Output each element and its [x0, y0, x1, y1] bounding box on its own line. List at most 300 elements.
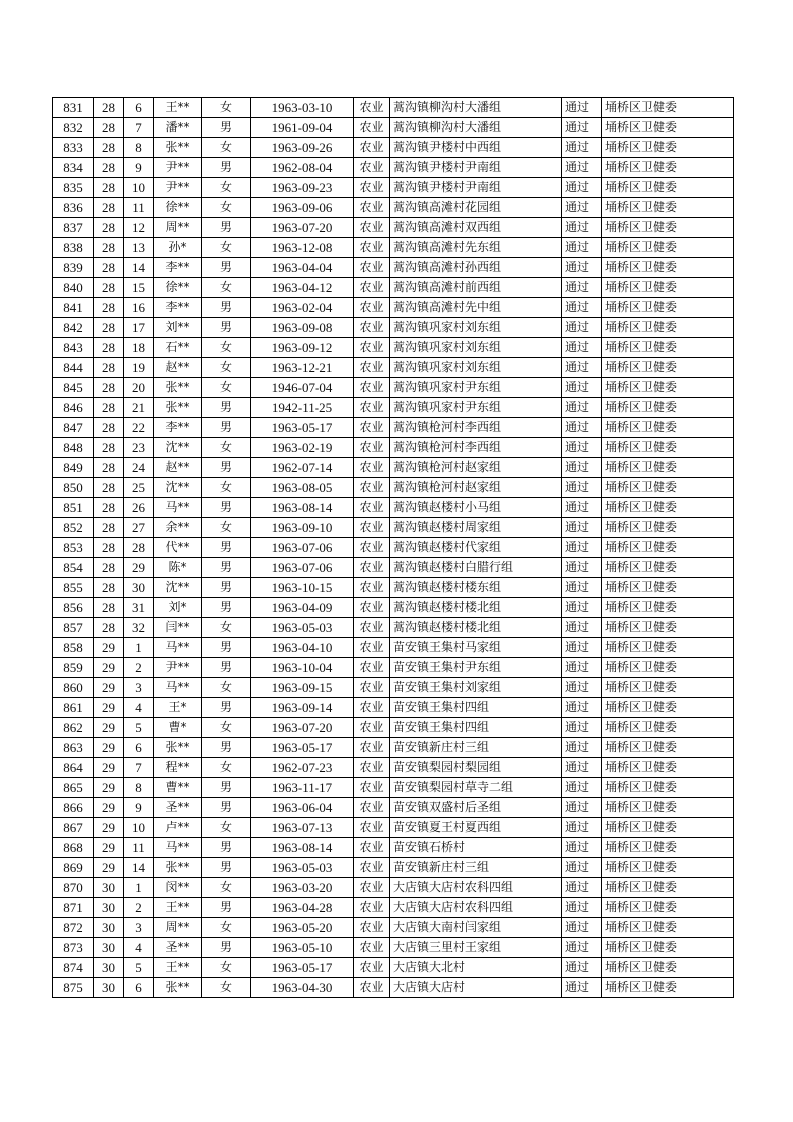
- table-row: [53, 598, 734, 618]
- organization-cell: 埇桥区卫健委: [602, 558, 734, 578]
- name-cell: 张**: [154, 398, 202, 418]
- birth-date-cell: 1963-09-15: [251, 678, 354, 698]
- birth-date-cell: 1963-08-14: [251, 838, 354, 858]
- group-cell: 28: [94, 278, 124, 298]
- serial-cell: 869: [53, 858, 94, 878]
- birth-date-cell: 1963-05-17: [251, 738, 354, 758]
- result-cell: 通过: [562, 118, 602, 138]
- serial-cell: 841: [53, 298, 94, 318]
- organization-cell: 埇桥区卫健委: [602, 478, 734, 498]
- table-row: [53, 438, 734, 458]
- index-cell: 7: [124, 118, 154, 138]
- serial-cell: 844: [53, 358, 94, 378]
- group-cell: 28: [94, 358, 124, 378]
- sex-cell: 女: [202, 358, 251, 378]
- serial-cell: 856: [53, 598, 94, 618]
- table-row: [53, 98, 734, 118]
- address-cell: 蒿沟镇高滩村孙西组: [390, 258, 562, 278]
- organization-cell: 埇桥区卫健委: [602, 498, 734, 518]
- address-cell: 大店镇大南村闫家组: [390, 918, 562, 938]
- table-row: [53, 858, 734, 878]
- organization-cell: 埇桥区卫健委: [602, 458, 734, 478]
- organization-cell: 埇桥区卫健委: [602, 978, 734, 998]
- birth-date-cell: 1963-04-09: [251, 598, 354, 618]
- address-cell: 蒿沟镇赵楼村小马组: [390, 498, 562, 518]
- occupation-cell: 农业: [354, 678, 390, 698]
- sex-cell: 男: [202, 798, 251, 818]
- address-cell: 蒿沟镇赵楼村楼北组: [390, 598, 562, 618]
- serial-cell: 851: [53, 498, 94, 518]
- organization-cell: 埇桥区卫健委: [602, 438, 734, 458]
- occupation-cell: 农业: [354, 238, 390, 258]
- organization-cell: 埇桥区卫健委: [602, 798, 734, 818]
- organization-cell: 埇桥区卫健委: [602, 218, 734, 238]
- result-cell: 通过: [562, 698, 602, 718]
- organization-cell: 埇桥区卫健委: [602, 118, 734, 138]
- index-cell: 9: [124, 158, 154, 178]
- sex-cell: 男: [202, 658, 251, 678]
- birth-date-cell: 1963-09-08: [251, 318, 354, 338]
- address-cell: 苗安镇双盛村后圣组: [390, 798, 562, 818]
- organization-cell: 埇桥区卫健委: [602, 258, 734, 278]
- name-cell: 沈**: [154, 578, 202, 598]
- result-cell: 通过: [562, 258, 602, 278]
- index-cell: 29: [124, 558, 154, 578]
- name-cell: 王**: [154, 898, 202, 918]
- organization-cell: 埇桥区卫健委: [602, 878, 734, 898]
- table-row: [53, 338, 734, 358]
- group-cell: 28: [94, 218, 124, 238]
- result-cell: 通过: [562, 858, 602, 878]
- occupation-cell: 农业: [354, 978, 390, 998]
- organization-cell: 埇桥区卫健委: [602, 378, 734, 398]
- serial-cell: 839: [53, 258, 94, 278]
- result-cell: 通过: [562, 718, 602, 738]
- group-cell: 30: [94, 938, 124, 958]
- occupation-cell: 农业: [354, 518, 390, 538]
- sex-cell: 男: [202, 158, 251, 178]
- table-row: [53, 878, 734, 898]
- name-cell: 曹**: [154, 778, 202, 798]
- name-cell: 潘**: [154, 118, 202, 138]
- occupation-cell: 农业: [354, 198, 390, 218]
- occupation-cell: 农业: [354, 938, 390, 958]
- table-row: [53, 538, 734, 558]
- serial-cell: 873: [53, 938, 94, 958]
- group-cell: 29: [94, 738, 124, 758]
- result-cell: 通过: [562, 898, 602, 918]
- serial-cell: 831: [53, 98, 94, 118]
- group-cell: 29: [94, 718, 124, 738]
- records-table: [52, 97, 734, 998]
- address-cell: 蒿沟镇高滩村双西组: [390, 218, 562, 238]
- sex-cell: 女: [202, 878, 251, 898]
- organization-cell: 埇桥区卫健委: [602, 718, 734, 738]
- sex-cell: 男: [202, 418, 251, 438]
- index-cell: 6: [124, 978, 154, 998]
- result-cell: 通过: [562, 598, 602, 618]
- address-cell: 蒿沟镇赵楼村周家组: [390, 518, 562, 538]
- organization-cell: 埇桥区卫健委: [602, 658, 734, 678]
- serial-cell: 858: [53, 638, 94, 658]
- occupation-cell: 农业: [354, 878, 390, 898]
- serial-cell: 846: [53, 398, 94, 418]
- result-cell: 通过: [562, 438, 602, 458]
- sex-cell: 女: [202, 978, 251, 998]
- table-row: [53, 238, 734, 258]
- serial-cell: 842: [53, 318, 94, 338]
- result-cell: 通过: [562, 518, 602, 538]
- occupation-cell: 农业: [354, 118, 390, 138]
- index-cell: 31: [124, 598, 154, 618]
- organization-cell: 埇桥区卫健委: [602, 298, 734, 318]
- sex-cell: 女: [202, 198, 251, 218]
- occupation-cell: 农业: [354, 738, 390, 758]
- birth-date-cell: 1963-12-08: [251, 238, 354, 258]
- group-cell: 28: [94, 178, 124, 198]
- result-cell: 通过: [562, 678, 602, 698]
- name-cell: 尹**: [154, 158, 202, 178]
- group-cell: 29: [94, 658, 124, 678]
- result-cell: 通过: [562, 178, 602, 198]
- index-cell: 14: [124, 858, 154, 878]
- serial-cell: 850: [53, 478, 94, 498]
- occupation-cell: 农业: [354, 398, 390, 418]
- result-cell: 通过: [562, 478, 602, 498]
- occupation-cell: 农业: [354, 498, 390, 518]
- name-cell: 石**: [154, 338, 202, 358]
- organization-cell: 埇桥区卫健委: [602, 898, 734, 918]
- birth-date-cell: 1963-07-06: [251, 558, 354, 578]
- table-row: [53, 918, 734, 938]
- sex-cell: 男: [202, 778, 251, 798]
- address-cell: 大店镇大店村农科四组: [390, 898, 562, 918]
- organization-cell: 埇桥区卫健委: [602, 278, 734, 298]
- name-cell: 李**: [154, 258, 202, 278]
- result-cell: 通过: [562, 978, 602, 998]
- address-cell: 蒿沟镇赵楼村楼北组: [390, 618, 562, 638]
- occupation-cell: 农业: [354, 298, 390, 318]
- table-row: [53, 518, 734, 538]
- table-body: [53, 98, 734, 998]
- name-cell: 尹**: [154, 658, 202, 678]
- sex-cell: 男: [202, 498, 251, 518]
- table-row: [53, 458, 734, 478]
- index-cell: 27: [124, 518, 154, 538]
- name-cell: 闫**: [154, 618, 202, 638]
- group-cell: 28: [94, 298, 124, 318]
- organization-cell: 埇桥区卫健委: [602, 398, 734, 418]
- organization-cell: 埇桥区卫健委: [602, 338, 734, 358]
- birth-date-cell: 1963-05-03: [251, 618, 354, 638]
- address-cell: 蒿沟镇赵楼村楼东组: [390, 578, 562, 598]
- sex-cell: 男: [202, 898, 251, 918]
- index-cell: 11: [124, 198, 154, 218]
- index-cell: 13: [124, 238, 154, 258]
- birth-date-cell: 1963-09-26: [251, 138, 354, 158]
- address-cell: 蒿沟镇枪河村李西组: [390, 418, 562, 438]
- name-cell: 曹*: [154, 718, 202, 738]
- address-cell: 苗安镇王集村刘家组: [390, 678, 562, 698]
- address-cell: 蒿沟镇枪河村李西组: [390, 438, 562, 458]
- group-cell: 28: [94, 558, 124, 578]
- group-cell: 28: [94, 98, 124, 118]
- index-cell: 21: [124, 398, 154, 418]
- serial-cell: 835: [53, 178, 94, 198]
- address-cell: 蒿沟镇巩家村刘东组: [390, 358, 562, 378]
- organization-cell: 埇桥区卫健委: [602, 678, 734, 698]
- group-cell: 30: [94, 978, 124, 998]
- sex-cell: 男: [202, 298, 251, 318]
- group-cell: 28: [94, 518, 124, 538]
- birth-date-cell: 1942-11-25: [251, 398, 354, 418]
- organization-cell: 埇桥区卫健委: [602, 638, 734, 658]
- birth-date-cell: 1962-07-14: [251, 458, 354, 478]
- index-cell: 11: [124, 838, 154, 858]
- index-cell: 4: [124, 698, 154, 718]
- table-row: [53, 778, 734, 798]
- occupation-cell: 农业: [354, 478, 390, 498]
- sex-cell: 女: [202, 138, 251, 158]
- sex-cell: 男: [202, 638, 251, 658]
- birth-date-cell: 1963-04-12: [251, 278, 354, 298]
- group-cell: 28: [94, 418, 124, 438]
- sex-cell: 女: [202, 98, 251, 118]
- organization-cell: 埇桥区卫健委: [602, 158, 734, 178]
- address-cell: 蒿沟镇柳沟村大潘组: [390, 98, 562, 118]
- group-cell: 30: [94, 898, 124, 918]
- organization-cell: 埇桥区卫健委: [602, 778, 734, 798]
- occupation-cell: 农业: [354, 98, 390, 118]
- result-cell: 通过: [562, 458, 602, 478]
- group-cell: 28: [94, 238, 124, 258]
- serial-cell: 836: [53, 198, 94, 218]
- birth-date-cell: 1946-07-04: [251, 378, 354, 398]
- occupation-cell: 农业: [354, 838, 390, 858]
- address-cell: 蒿沟镇尹楼村尹南组: [390, 158, 562, 178]
- serial-cell: 865: [53, 778, 94, 798]
- group-cell: 30: [94, 958, 124, 978]
- index-cell: 26: [124, 498, 154, 518]
- name-cell: 王*: [154, 698, 202, 718]
- birth-date-cell: 1963-04-30: [251, 978, 354, 998]
- serial-cell: 874: [53, 958, 94, 978]
- group-cell: 28: [94, 258, 124, 278]
- result-cell: 通过: [562, 838, 602, 858]
- index-cell: 22: [124, 418, 154, 438]
- name-cell: 余**: [154, 518, 202, 538]
- sex-cell: 男: [202, 118, 251, 138]
- group-cell: 28: [94, 458, 124, 478]
- organization-cell: 埇桥区卫健委: [602, 698, 734, 718]
- table-row: [53, 898, 734, 918]
- index-cell: 15: [124, 278, 154, 298]
- occupation-cell: 农业: [354, 318, 390, 338]
- table-row: [53, 298, 734, 318]
- index-cell: 2: [124, 898, 154, 918]
- name-cell: 张**: [154, 138, 202, 158]
- table-row: [53, 818, 734, 838]
- birth-date-cell: 1963-03-10: [251, 98, 354, 118]
- birth-date-cell: 1963-09-14: [251, 698, 354, 718]
- group-cell: 30: [94, 918, 124, 938]
- name-cell: 马**: [154, 678, 202, 698]
- name-cell: 张**: [154, 978, 202, 998]
- group-cell: 29: [94, 638, 124, 658]
- result-cell: 通过: [562, 658, 602, 678]
- birth-date-cell: 1963-06-04: [251, 798, 354, 818]
- result-cell: 通过: [562, 198, 602, 218]
- index-cell: 5: [124, 718, 154, 738]
- sex-cell: 男: [202, 258, 251, 278]
- serial-cell: 859: [53, 658, 94, 678]
- serial-cell: 864: [53, 758, 94, 778]
- organization-cell: 埇桥区卫健委: [602, 138, 734, 158]
- group-cell: 28: [94, 578, 124, 598]
- occupation-cell: 农业: [354, 418, 390, 438]
- result-cell: 通过: [562, 758, 602, 778]
- occupation-cell: 农业: [354, 858, 390, 878]
- serial-cell: 863: [53, 738, 94, 758]
- occupation-cell: 农业: [354, 338, 390, 358]
- birth-date-cell: 1963-07-20: [251, 718, 354, 738]
- serial-cell: 854: [53, 558, 94, 578]
- serial-cell: 853: [53, 538, 94, 558]
- index-cell: 16: [124, 298, 154, 318]
- sex-cell: 女: [202, 618, 251, 638]
- birth-date-cell: 1963-05-20: [251, 918, 354, 938]
- group-cell: 28: [94, 198, 124, 218]
- result-cell: 通过: [562, 218, 602, 238]
- occupation-cell: 农业: [354, 178, 390, 198]
- name-cell: 刘*: [154, 598, 202, 618]
- group-cell: 28: [94, 398, 124, 418]
- birth-date-cell: 1963-05-17: [251, 418, 354, 438]
- sex-cell: 男: [202, 838, 251, 858]
- organization-cell: 埇桥区卫健委: [602, 578, 734, 598]
- sex-cell: 女: [202, 718, 251, 738]
- name-cell: 尹**: [154, 178, 202, 198]
- organization-cell: 埇桥区卫健委: [602, 758, 734, 778]
- address-cell: 蒿沟镇高滩村先东组: [390, 238, 562, 258]
- table-row: [53, 958, 734, 978]
- address-cell: 大店镇大北村: [390, 958, 562, 978]
- table-row: [53, 358, 734, 378]
- index-cell: 14: [124, 258, 154, 278]
- sex-cell: 男: [202, 538, 251, 558]
- address-cell: 苗安镇梨园村梨园组: [390, 758, 562, 778]
- serial-cell: 857: [53, 618, 94, 638]
- name-cell: 马**: [154, 638, 202, 658]
- serial-cell: 867: [53, 818, 94, 838]
- sex-cell: 女: [202, 438, 251, 458]
- occupation-cell: 农业: [354, 658, 390, 678]
- address-cell: 蒿沟镇枪河村赵家组: [390, 458, 562, 478]
- address-cell: 苗安镇王集村四组: [390, 718, 562, 738]
- serial-cell: 862: [53, 718, 94, 738]
- serial-cell: 875: [53, 978, 94, 998]
- birth-date-cell: 1963-10-04: [251, 658, 354, 678]
- serial-cell: 852: [53, 518, 94, 538]
- table-row: [53, 718, 734, 738]
- result-cell: 通过: [562, 918, 602, 938]
- name-cell: 张**: [154, 858, 202, 878]
- table-row: [53, 738, 734, 758]
- serial-cell: 871: [53, 898, 94, 918]
- birth-date-cell: 1963-09-23: [251, 178, 354, 198]
- result-cell: 通过: [562, 638, 602, 658]
- name-cell: 刘**: [154, 318, 202, 338]
- organization-cell: 埇桥区卫健委: [602, 358, 734, 378]
- address-cell: 蒿沟镇巩家村刘东组: [390, 318, 562, 338]
- address-cell: 蒿沟镇高滩村前西组: [390, 278, 562, 298]
- table-row: [53, 638, 734, 658]
- result-cell: 通过: [562, 98, 602, 118]
- organization-cell: 埇桥区卫健委: [602, 98, 734, 118]
- occupation-cell: 农业: [354, 618, 390, 638]
- birth-date-cell: 1963-09-10: [251, 518, 354, 538]
- address-cell: 蒿沟镇枪河村赵家组: [390, 478, 562, 498]
- occupation-cell: 农业: [354, 558, 390, 578]
- result-cell: 通过: [562, 958, 602, 978]
- occupation-cell: 农业: [354, 538, 390, 558]
- result-cell: 通过: [562, 798, 602, 818]
- sex-cell: 女: [202, 518, 251, 538]
- index-cell: 1: [124, 878, 154, 898]
- name-cell: 圣**: [154, 938, 202, 958]
- occupation-cell: 农业: [354, 778, 390, 798]
- serial-cell: 866: [53, 798, 94, 818]
- table-row: [53, 218, 734, 238]
- result-cell: 通过: [562, 938, 602, 958]
- result-cell: 通过: [562, 238, 602, 258]
- result-cell: 通过: [562, 298, 602, 318]
- result-cell: 通过: [562, 138, 602, 158]
- birth-date-cell: 1963-07-20: [251, 218, 354, 238]
- sex-cell: 男: [202, 598, 251, 618]
- table-row: [53, 478, 734, 498]
- sex-cell: 男: [202, 398, 251, 418]
- table-row: [53, 138, 734, 158]
- index-cell: 12: [124, 218, 154, 238]
- organization-cell: 埇桥区卫健委: [602, 918, 734, 938]
- serial-cell: 832: [53, 118, 94, 138]
- organization-cell: 埇桥区卫健委: [602, 518, 734, 538]
- group-cell: 28: [94, 438, 124, 458]
- table-row: [53, 678, 734, 698]
- index-cell: 6: [124, 738, 154, 758]
- birth-date-cell: 1962-08-04: [251, 158, 354, 178]
- name-cell: 徐**: [154, 198, 202, 218]
- address-cell: 大店镇大店村: [390, 978, 562, 998]
- birth-date-cell: 1963-09-06: [251, 198, 354, 218]
- serial-cell: 861: [53, 698, 94, 718]
- organization-cell: 埇桥区卫健委: [602, 178, 734, 198]
- table-row: [53, 838, 734, 858]
- index-cell: 20: [124, 378, 154, 398]
- organization-cell: 埇桥区卫健委: [602, 818, 734, 838]
- organization-cell: 埇桥区卫健委: [602, 238, 734, 258]
- table-row: [53, 498, 734, 518]
- birth-date-cell: 1963-07-13: [251, 818, 354, 838]
- group-cell: 29: [94, 858, 124, 878]
- index-cell: 6: [124, 98, 154, 118]
- name-cell: 张**: [154, 738, 202, 758]
- serial-cell: 872: [53, 918, 94, 938]
- index-cell: 3: [124, 918, 154, 938]
- sex-cell: 男: [202, 218, 251, 238]
- address-cell: 蒿沟镇巩家村刘东组: [390, 338, 562, 358]
